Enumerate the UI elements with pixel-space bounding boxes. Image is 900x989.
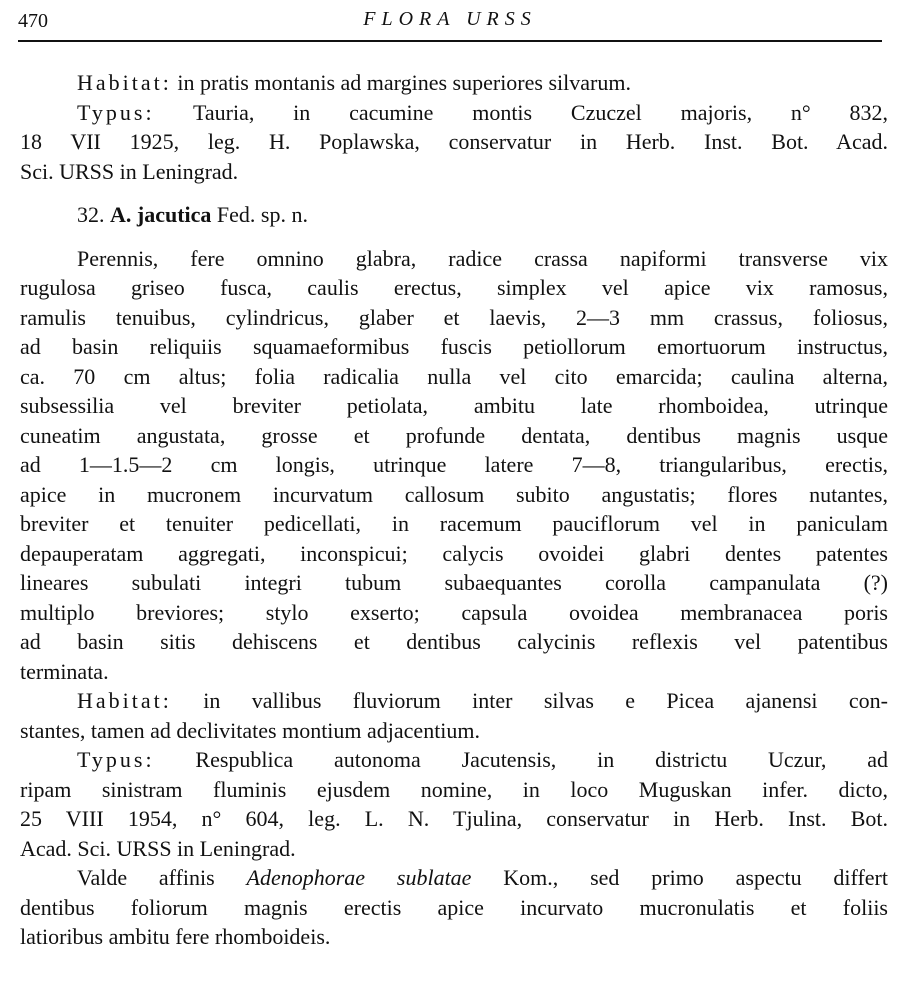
text-line: 18 VII 1925, leg. H. Poplawska, conservatur in Herb. Inst. Bot. Acad. (20, 129, 888, 154)
text-line: ad basin reliquiis squamaeformibus fuscis petiollorum emortuorum instructus, (20, 334, 888, 359)
text-line: apice in mucronem incurvatum callosum subito angustatis; flores nutantes, (20, 481, 888, 507)
text-line: lineares subulati integri tubum subaequantes corolla campanulata (?) (20, 570, 888, 595)
habitat-paragraph-2 (20, 686, 888, 745)
text-line: ad basin sitis dehiscens et dentibus calycinis reflexis vel patentibus (20, 629, 888, 654)
text-line: terminata. (20, 658, 109, 684)
text-line: cuneatim angustata, grosse et profunde dentata, dentibus magnis usque (20, 422, 888, 448)
typus-paragraph-1 (20, 98, 888, 187)
header-rule (18, 40, 882, 42)
typus-paragraph-2 (20, 745, 888, 863)
comparison-paragraph (20, 863, 888, 952)
text-line: rugulosa griseo fusca, caulis erectus, simplex vel apice vix ramosus, (20, 275, 888, 300)
page-body (20, 68, 888, 952)
habitat-paragraph-1 (20, 68, 888, 98)
running-title: FLORA URSS (363, 8, 537, 30)
text-line: Acad. Sci. URSS in Leningrad. (20, 835, 296, 861)
typus-label: Typus: (77, 99, 155, 125)
habitat-label: Habitat: (77, 688, 172, 713)
text-line: Sci. URSS in Leningrad. (20, 158, 239, 184)
text-line: stantes, tamen ad declivitates montium adjacentium. (20, 717, 481, 743)
page-number: 470 (18, 10, 48, 32)
text-line: latioribus ambitu fere rhomboideis. (20, 924, 331, 949)
text-line: breviter et tenuiter pedicellati, in racemum pauciflorum vel in paniculam (20, 511, 888, 536)
text-line: subsessilia vel breviter petiolata, ambitu late rhomboidea, utrinque (20, 393, 888, 418)
text-line: ripam sinistram fluminis ejusdem nomine, in loco Muguskan infer. dicto, (20, 776, 888, 802)
text-line: multiplo breviores; stylo exserto; capsula ovoidea membranacea poris (20, 599, 888, 625)
text-line: ca. 70 cm altus; folia radicalia nulla vel cito emarcida; caulina alterna, (20, 363, 888, 389)
running-header (18, 6, 882, 36)
text-line: in pratis montanis ad margines superiores silvarum. (177, 70, 631, 95)
text-line: Tauria, in cacumine montis Czuczel majoris, n° 832, (193, 99, 888, 125)
text-line: Kom., sed primo aspectu differt (503, 865, 888, 890)
taxon-name: Adenophorae sublatae (246, 865, 472, 890)
text-line: 25 VIII 1954, n° 604, leg. L. N. Tjulina, conservatur in Herb. Inst. Bot. (20, 806, 888, 831)
text-line: Perennis, fere omnino glabra, radice crassa napiformi transverse vix (77, 245, 888, 271)
text-line: in vallibus fluviorum inter silvas e Picea ajanensi con- (203, 688, 888, 713)
text-line: Valde affinis (77, 865, 215, 890)
species-number: 32. (77, 202, 105, 227)
text-line: ramulis tenuibus, cylindricus, glaber et laevis, 2—3 mm crassus, foliosus, (20, 304, 888, 330)
text-line: ad 1—1.5—2 cm longis, utrinque latere 7—8, triangularibus, erectis, (20, 452, 888, 477)
text-line: Respublica autonoma Jacutensis, in districtu Uczur, ad (195, 747, 888, 772)
species-author: Fed. sp. n. (216, 202, 308, 227)
text-line: dentibus foliorum magnis erectis apice incurvato mucronulatis et foliis (20, 894, 888, 920)
species-heading (20, 200, 888, 230)
species-description (20, 244, 888, 687)
habitat-label: Habitat: (77, 70, 172, 95)
text-line: depauperatam aggregati, inconspicui; calycis ovoidei glabri dentes patentes (20, 540, 888, 566)
typus-label: Typus: (77, 747, 155, 772)
species-name: A. jacutica (110, 202, 212, 227)
